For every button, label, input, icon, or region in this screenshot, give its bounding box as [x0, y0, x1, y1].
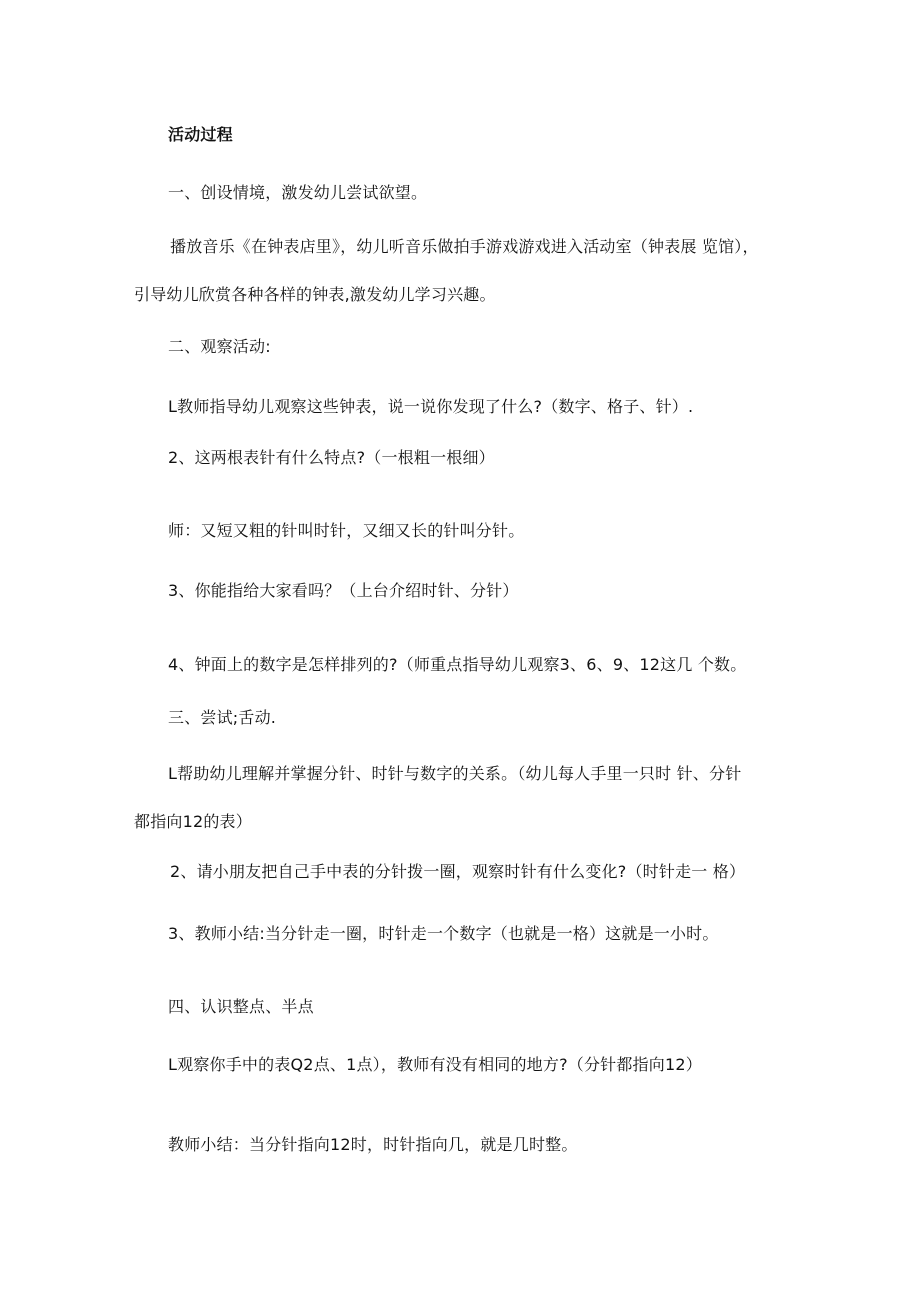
document-title: 活动过程: [168, 125, 233, 144]
section2-item3: 3、你能指给大家看吗？（上台介绍时针、分针）: [168, 581, 519, 600]
section2-item2: 2、这两根表针有什么特点?（一根粗一根细）: [168, 448, 495, 467]
section3-item3: 3、教师小结:当分针走一圈，时针走一个数字（也就是一格）这就是一小时。: [168, 924, 719, 943]
section2-note: 师：又短又粗的针叫时针，又细又长的针叫分针。: [168, 521, 525, 540]
section3-item2: 2、请小朋友把自己手中表的分针拨一圈，观察时针有什么变化?（时针走一 格）: [170, 862, 746, 881]
section1-paragraph-line2: 引导幼儿欣赏各种各样的钟表,激发幼儿学习兴趣。: [134, 285, 496, 304]
section4-item1: L观察你手中的表Q2点、1点），教师有没有相同的地方?（分针都指向12）: [168, 1055, 702, 1074]
section4-heading: 四、认识整点、半点: [168, 997, 314, 1016]
section2-item4: 4、钟面上的数字是怎样排列的?（师重点指导幼儿观察3、6、9、12这几 个数。: [168, 655, 747, 674]
section4-summary: 教师小结：当分针指向12时，时针指向几，就是几时整。: [168, 1135, 578, 1154]
section3-item1-line1: L帮助幼儿理解并掌握分针、时针与数字的关系。（幼儿每人手里一只时 针、分针: [168, 764, 742, 783]
section2-heading: 二、观察活动:: [168, 337, 271, 356]
section3-heading: 三、尝试;舌动.: [168, 708, 277, 727]
section3-item1-line2: 都指向12的表）: [134, 812, 252, 831]
section1-paragraph-line1: 播放音乐《在钟表店里》，幼儿听音乐做拍手游戏游戏进入活动室（钟表展 览馆），: [170, 237, 759, 256]
section1-heading: 一、创设情境，激发幼儿尝试欲望。: [168, 183, 428, 202]
section2-item1: L教师指导幼儿观察这些钟表，说一说你发现了什么?（数字、格子、针）.: [168, 397, 694, 416]
